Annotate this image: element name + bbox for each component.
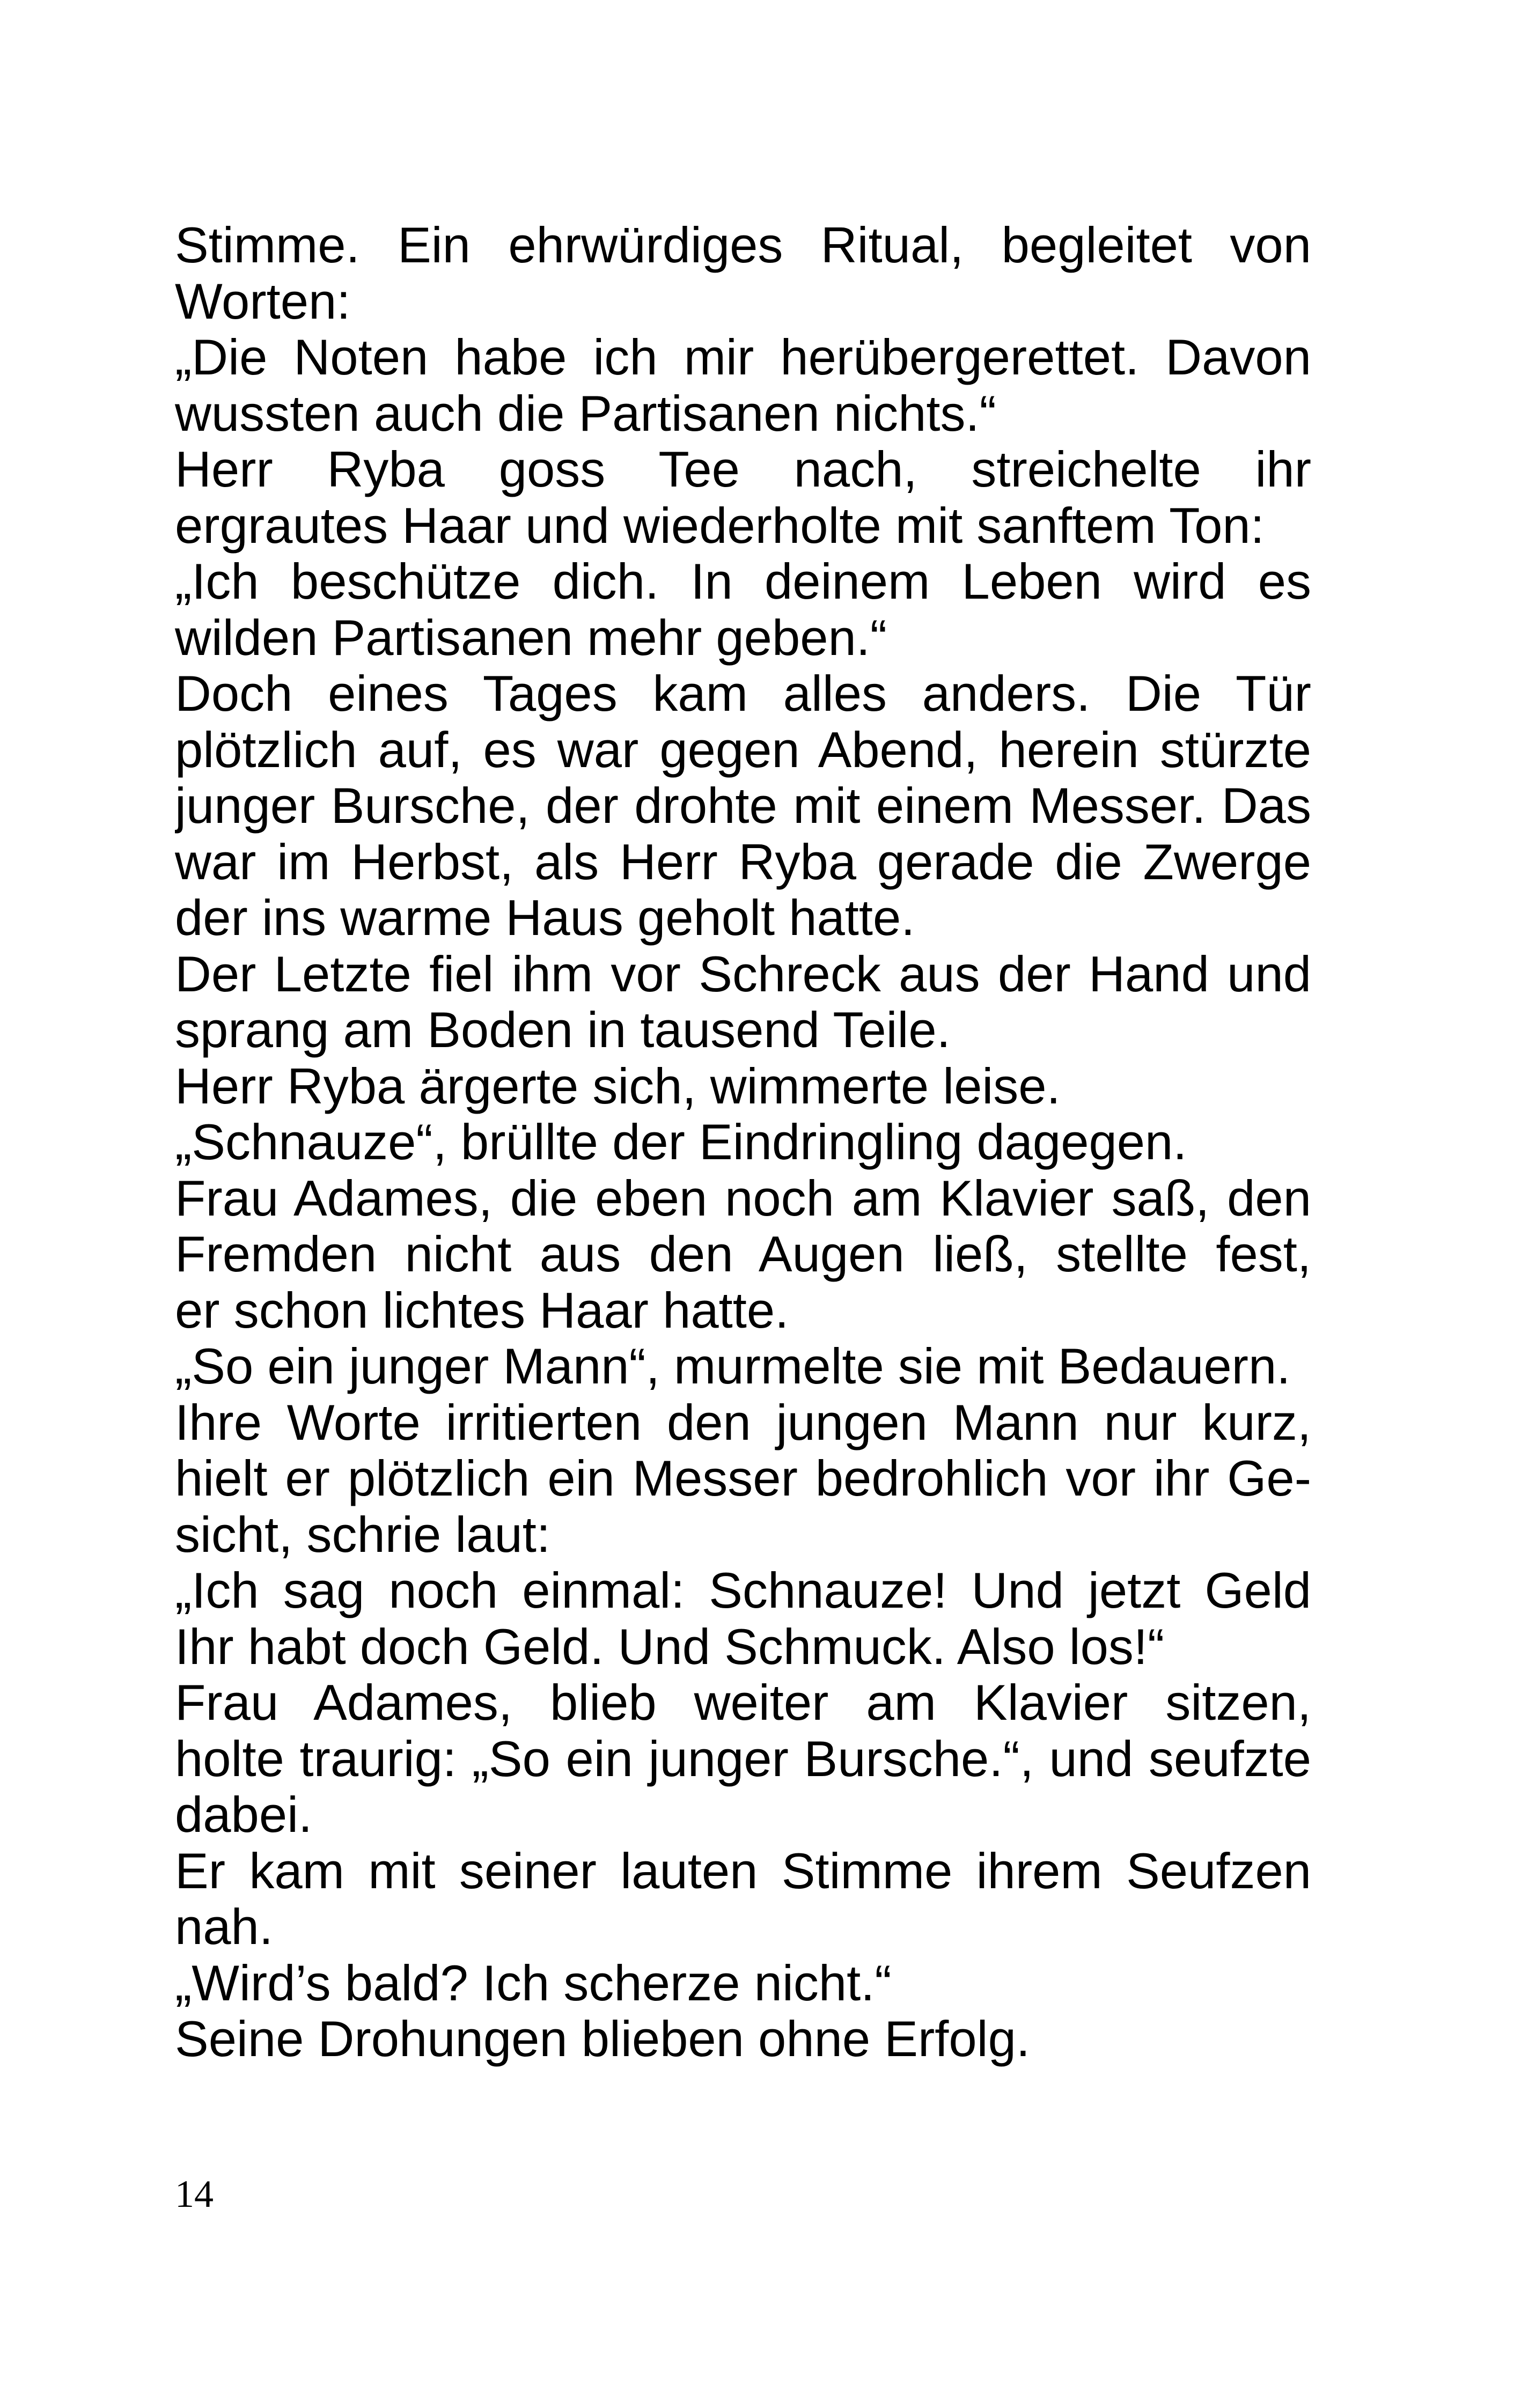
text-line: holte traurig: „So ein junger Bursche.“, und seufzte bbox=[175, 1730, 1311, 1787]
text-line: er schon lichtes Haar hatte. bbox=[175, 1282, 789, 1338]
text-line: „Die Noten habe ich mir herübergerettet. Davon bbox=[175, 329, 1311, 385]
text-line: wussten auch die Partisanen nichts.“ bbox=[175, 385, 996, 441]
text-line: Herr Ryba goss Tee nach, streichelte ihr bbox=[175, 441, 1311, 497]
text-line: Frau Adames, die eben noch am Klavier saß, den bbox=[175, 1170, 1311, 1226]
text-line: Ihr habt doch Geld. Und Schmuck. Also los!“ bbox=[175, 1618, 1165, 1675]
text-line: sicht, schrie laut: bbox=[175, 1506, 551, 1563]
text-line: Doch eines Tages kam alles anders. Die Tür bbox=[175, 666, 1311, 721]
text-line: „Ich sag noch einmal: Schnauze! Und jetzt Geld bbox=[175, 1563, 1311, 1618]
text-line: wilden Partisanen mehr geben.“ bbox=[175, 609, 887, 666]
text-line: „Wird’s bald? Ich scherze nicht.“ bbox=[175, 1954, 892, 2011]
text-line: Fremden nicht aus den Augen ließ, stellte fest, bbox=[175, 1226, 1311, 1282]
text-line: ergrautes Haar und wiederholte mit sanftem Ton: bbox=[175, 497, 1265, 554]
text-line: Worten: bbox=[175, 273, 351, 329]
text-line: „So ein junger Mann“, murmelte sie mit Bedauern. bbox=[175, 1338, 1291, 1394]
page-number: 14 bbox=[175, 2173, 214, 2215]
text-line: Ihre Worte irritierten den jungen Mann nur kurz, bbox=[175, 1394, 1311, 1450]
text-line: der ins warme Haus geholt hatte. bbox=[175, 889, 915, 946]
text-line: „Ich beschütze dich. In deinem Leben wird es bbox=[175, 554, 1311, 609]
text-line: junger Bursche, der drohte mit einem Messer. Das bbox=[175, 778, 1311, 834]
text-line: Herr Ryba ärgerte sich, wimmerte leise. bbox=[175, 1057, 1061, 1114]
text-line: Der Letzte fiel ihm vor Schreck aus der Hand und bbox=[175, 946, 1311, 1002]
text-line: dabei. bbox=[175, 1786, 313, 1843]
text-line: plötzlich auf, es war gegen Abend, herein stürzte bbox=[175, 721, 1311, 778]
text-line: „Schnauze“, brüllte der Eindringling dagegen. bbox=[175, 1114, 1187, 1170]
text-line: nah. bbox=[175, 1898, 273, 1955]
text-line: Stimme. Ein ehrwürdiges Ritual, begleitet von bbox=[175, 217, 1311, 273]
text-line: hielt er plötzlich ein Messer bedrohlich vor ihr Ge- bbox=[175, 1450, 1311, 1506]
text-line: sprang am Boden in tausend Teile. bbox=[175, 1002, 951, 1058]
text-line: Seine Drohungen blieben ohne Erfolg. bbox=[175, 2011, 1030, 2067]
text-line: Er kam mit seiner lauten Stimme ihrem Seufzen bbox=[175, 1843, 1311, 1899]
text-line: war im Herbst, als Herr Ryba gerade die Zwerge bbox=[175, 834, 1311, 890]
body-text bbox=[175, 217, 1311, 2067]
text-line: Frau Adames, blieb weiter am Klavier sitzen, bbox=[175, 1675, 1311, 1730]
